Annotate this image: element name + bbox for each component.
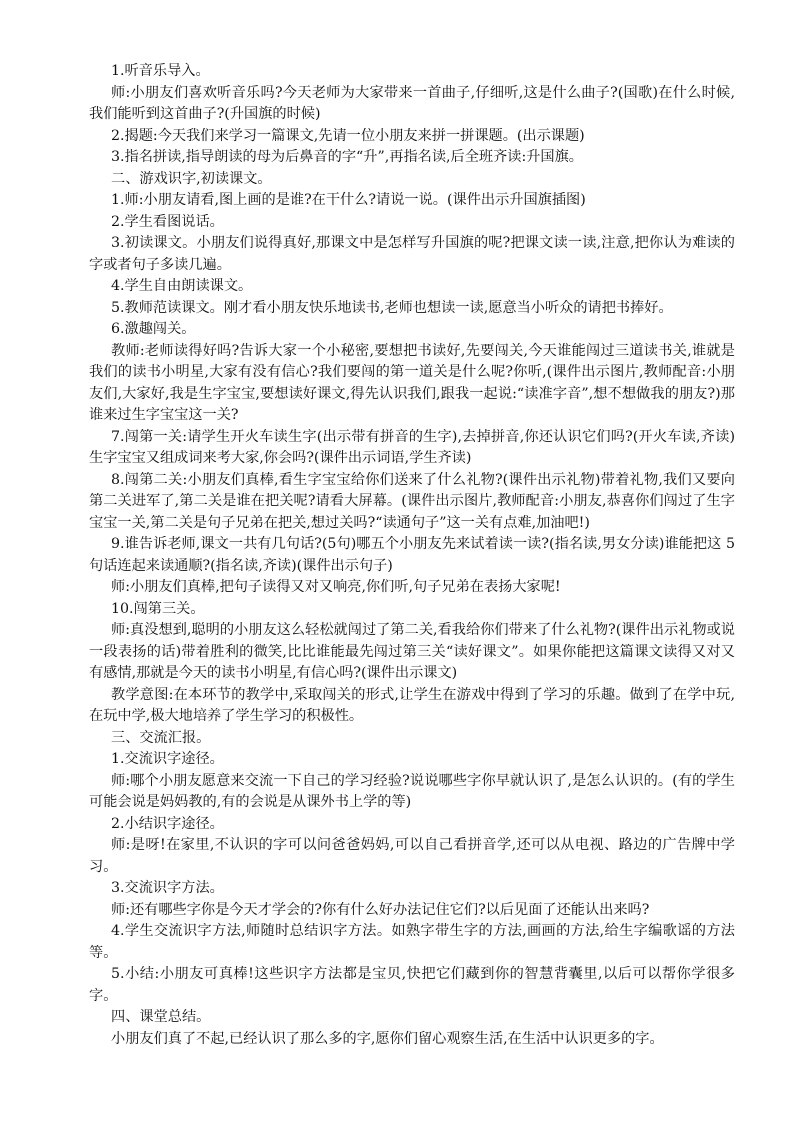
paragraph: 师:小朋友们喜欢听音乐吗?今天老师为大家带来一首曲子,仔细听,这是什么曲子?(国歌)在什么时候,我们能听到这首曲子?(升国旗的时候) [89,84,735,122]
paragraph: 4.学生自由朗读课文。 [111,278,253,294]
paragraph: 7.闯第一关:请学生开火车读生字(出示带有拼音的生字),去掉拼音,你还认识它们吗?(开火车读,齐读)生字宝宝又组成词来考大家,你会吗?(课件出示词语,学生齐读) [89,428,735,466]
document-body [89,61,735,1050]
paragraph: 1.交流识字途径。 [111,751,224,767]
paragraph: 5.教师范读课文。刚才看小朋友快乐地读书,老师也想读一读,愿意当小听众的请把书捧好。 [111,299,673,316]
paragraph: 2.学生看图说话。 [111,213,224,230]
paragraph: 3.交流识字方法。 [111,880,224,896]
paragraph: 师:哪个小朋友愿意来交流一下自己的学习经验?说说哪些字你早就认识了,是怎么认识的。(有的学生可能会说是妈妈教的,有的会说是从课外书上学的等) [89,772,735,810]
paragraph: 1.听音乐导入。 [111,63,210,79]
paragraph: 师:真没想到,聪明的小朋友这么轻松就闯过了第二关,看我给你们带来了什么礼物?(课件出示礼物或说一段表扬的话)带着胜利的微笑,比比谁能最先闯过第三关“读好课文”。如果你能把这篇课文读得又对又有感情,那就是今天的读书小明星,有信心吗?(课件出示课文) [89,622,735,681]
section-heading: 二、游戏识字,初读课文。 [111,170,272,187]
paragraph: 小朋友们真了不起,已经认识了那么多的字,愿你们留心观察生活,在生活中认识更多的字。 [111,1030,664,1047]
paragraph: 师:还有哪些字你是今天才学会的?你有什么好办法记住它们?以后见面了还能认出来吗? [111,901,650,918]
paragraph: 师:小朋友们真棒,把句子读得又对又响亮,你们听,句子兄弟在表扬大家呢! [111,579,561,595]
paragraph: 师:是呀!在家里,不认识的字可以问爸爸妈妈,可以自己看拼音学,还可以从电视、路边的广告牌中学习。 [89,837,735,875]
paragraph: 8.闯第二关:小朋友们真棒,看生字宝宝给你们送来了什么礼物?(课件出示礼物)带着礼物,我们又要向第二关进军了,第二关是谁在把关呢?请看大屏幕。(课件出示图片,教师配音:小朋友,恭喜你们闯过了生字宝宝一关,第二关是句子兄弟在把关,想过关吗?“读通句子”这一关有点难,加油吧!) [89,471,735,531]
paragraph: 3.指名拼读,指导朗读的母为后鼻音的字“升”,再指名读,后全班齐读:升国旗。 [111,149,583,165]
paragraph: 9.谁告诉老师,课文一共有几句话?(5句)哪五个小朋友先来试着读一读?(指名读,男女分读)谁能把这 5 句话连起来读通顺?(指名读,齐读)(课件出示句子) [89,536,735,574]
paragraph: 5.小结:小朋友可真棒!这些识字方法都是宝贝,快把它们藏到你的智慧背囊里,以后可以帮你学很多字。 [89,966,735,1004]
section-heading: 四、课堂总结。 [111,1009,211,1025]
paragraph: 4.学生交流识字方法,师随时总结识字方法。如熟字带生字的方法,画画的方法,给生字编歌谣的方法等。 [89,923,735,961]
paragraph: 1.师:小朋友请看,图上画的是谁?在干什么?请说一说。(课件出示升国旗插图) [111,192,586,208]
section-heading: 三、交流汇报。 [111,729,211,746]
paragraph: 2.小结识字途径。 [111,815,224,832]
paragraph: 10.闯第三关。 [111,600,205,617]
paragraph: 2.揭题:今天我们来学习一篇课文,先请一位小朋友来拼一拼课题。(出示课题) [111,127,585,144]
paragraph: 教师:老师读得好吗?告诉大家一个小秘密,要想把书读好,先要闯关,今天谁能闯过三道读书关,谁就是我们的读书小明星,大家有没有信心?我们要闯的第一道关是什么呢?你听,(课件出示图片,教师配音:小朋友们,大家好,我是生字宝宝,要想读好课文,得先认识我们,跟我一起说:“读准字音”,想不想做我的朋友?)那谁来过生字宝宝这一关? [89,342,735,423]
paragraph: 3.初读课文。小朋友们说得真好,那课文中是怎样写升国旗的呢?把课文读一读,注意,把你认为难读的字或者句子多读几遍。 [89,235,735,273]
paragraph: 教学意图:在本环节的教学中,采取闯关的形式,让学生在游戏中得到了学习的乐趣。做到了在学中玩,在玩中学,极大地培养了学生学习的积极性。 [89,686,735,724]
paragraph: 6.激趣闯关。 [111,321,196,337]
